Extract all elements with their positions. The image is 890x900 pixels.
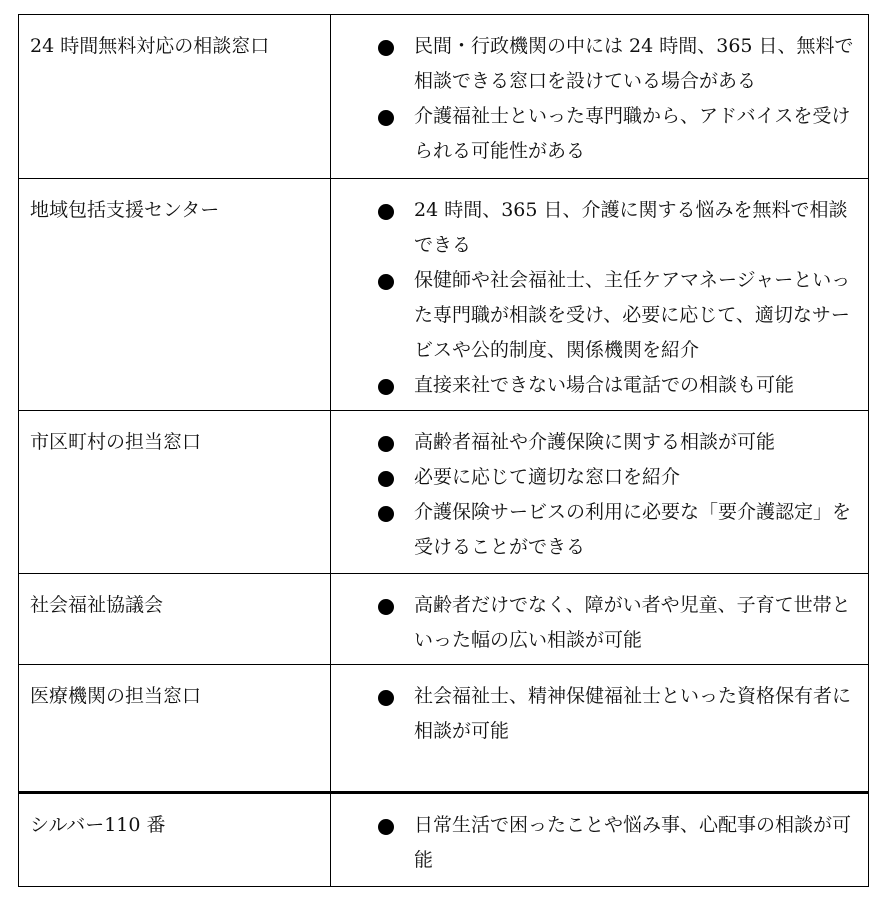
list-item-text: 直接来社できない場合は電話での相談も可能 (414, 374, 795, 396)
consultation-table (18, 14, 869, 887)
row-name-cell (19, 665, 331, 793)
bullet-list (331, 425, 858, 565)
row-name-cell (19, 793, 331, 887)
bullet-icon (378, 204, 394, 220)
bullet-icon (378, 40, 394, 56)
table-row (19, 411, 869, 574)
list-item (331, 425, 858, 460)
list-item-text: 24 時間、365 日、介護に関する悩みを無料で相談できる (414, 199, 848, 256)
bullet-list (331, 679, 858, 749)
row-name: シルバー110 番 (30, 814, 166, 836)
list-item (331, 99, 858, 169)
bullet-list (331, 193, 858, 403)
list-item (331, 808, 858, 878)
list-item-text: 高齢者だけでなく、障がい者や児童、子育て世帯といった幅の広い相談が可能 (414, 594, 851, 651)
row-detail-cell (331, 793, 869, 887)
table-row (19, 574, 869, 665)
list-item-text: 介護福祉士といった専門職から、アドバイスを受けられる可能性がある (414, 105, 851, 162)
row-name-cell (19, 411, 331, 574)
bullet-icon (378, 471, 394, 487)
row-name-cell (19, 574, 331, 665)
row-detail-cell (331, 665, 869, 793)
row-detail-cell (331, 411, 869, 574)
bullet-icon (378, 819, 394, 835)
list-item (331, 368, 858, 403)
list-item-text: 高齢者福祉や介護保険に関する相談が可能 (414, 431, 776, 453)
list-item-text: 介護保険サービスの利用に必要な「要介護認定」を受けることができる (414, 501, 852, 558)
list-item-text: 民間・行政機関の中には 24 時間、365 日、無料で相談できる窓口を設けている場合がある (414, 35, 854, 92)
list-item (331, 460, 858, 495)
table-row (19, 665, 869, 793)
list-item-text: 日常生活で困ったことや悩み事、心配事の相談が可能 (414, 814, 852, 871)
row-name: 24 時間無料対応の相談窓口 (30, 35, 270, 57)
list-item-text: 保健師や社会福祉士、主任ケアマネージャーといった専門職が相談を受け、必要に応じて、適切なサービスや公的制度、関係機関を紹介 (414, 269, 851, 361)
bullet-icon (378, 436, 394, 452)
bullet-icon (378, 506, 394, 522)
row-name-cell (19, 15, 331, 179)
list-item (331, 679, 858, 749)
table-row (19, 15, 869, 179)
table-row (19, 179, 869, 411)
list-item-text: 社会福祉士、精神保健福祉士といった資格保有者に相談が可能 (414, 685, 852, 742)
list-item (331, 263, 858, 368)
row-detail-cell (331, 574, 869, 665)
list-item-text: 必要に応じて適切な窓口を紹介 (414, 466, 681, 488)
row-name: 医療機関の担当窓口 (30, 685, 202, 707)
bullet-list (331, 29, 858, 169)
row-detail-cell (331, 15, 869, 179)
row-name: 地域包括支援センター (30, 199, 220, 221)
list-item (331, 193, 858, 263)
row-name-cell (19, 179, 331, 411)
bullet-icon (378, 599, 394, 615)
bullet-icon (378, 379, 394, 395)
list-item (331, 588, 858, 658)
bullet-icon (378, 690, 394, 706)
bullet-list (331, 808, 858, 878)
bullet-icon (378, 274, 394, 290)
bullet-list (331, 588, 858, 658)
table-row (19, 793, 869, 887)
row-name: 社会福祉協議会 (30, 594, 164, 616)
bullet-icon (378, 110, 394, 126)
list-item (331, 29, 858, 99)
row-name: 市区町村の担当窓口 (30, 431, 202, 453)
list-item (331, 495, 858, 565)
row-detail-cell (331, 179, 869, 411)
